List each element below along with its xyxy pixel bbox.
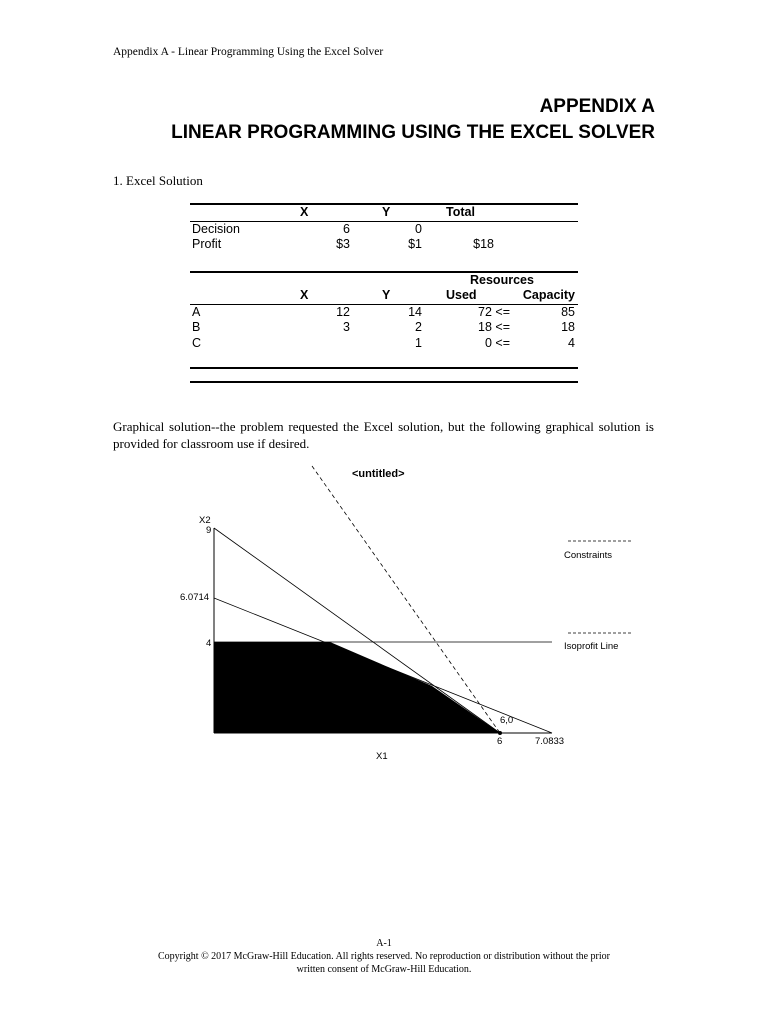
- x-tick-label: 7.0833: [535, 736, 565, 747]
- resources-header: Resources: [470, 272, 534, 287]
- header-capacity: Capacity: [522, 288, 575, 302]
- page-number: A-1: [376, 938, 392, 949]
- y-tick-label: 6.0714: [180, 592, 210, 603]
- constraint-y: 14: [408, 304, 422, 319]
- constraint-used: 72 <=: [478, 304, 510, 319]
- decision-x: 6: [343, 221, 350, 236]
- section-heading: 1. Excel Solution: [113, 173, 203, 188]
- graph-title: <untitled>: [352, 468, 405, 480]
- constraint-capacity: 4: [568, 335, 575, 350]
- decision-y: 0: [415, 221, 422, 236]
- header-x: X: [300, 205, 309, 219]
- header-y: Y: [382, 288, 391, 302]
- x-tick-label: 6: [497, 736, 503, 747]
- paragraph: Graphical solution--the problem requested the Excel solution, but the following graphical solution is provided for classroom use if desired.: [113, 419, 654, 451]
- constraint-used: 0 <=: [484, 335, 510, 350]
- constraint-x: 12: [336, 304, 350, 319]
- header-x: X: [300, 288, 309, 302]
- y-axis-label: X2: [199, 515, 211, 526]
- copyright-line-2: written consent of McGraw-Hill Education.: [296, 964, 472, 975]
- legend-isoprofit-label: Isoprofit Line: [564, 641, 619, 652]
- header-total: Total: [446, 205, 475, 219]
- constraint-used: 18 <=: [478, 320, 510, 334]
- constraint-capacity: 85: [561, 304, 575, 319]
- optimal-label: 6,0: [500, 715, 514, 726]
- y-tick-label: 4: [206, 638, 212, 649]
- profit-label: Profit: [192, 237, 222, 251]
- title-line-1: APPENDIX A: [539, 96, 655, 117]
- decision-label: Decision: [192, 221, 240, 236]
- profit-total: $18: [473, 237, 494, 251]
- y-tick-label: 9: [206, 525, 212, 536]
- page-footer: [0, 937, 768, 976]
- legend-constraints-label: Constraints: [564, 550, 613, 561]
- title-line-2: LINEAR PROGRAMMING USING THE EXCEL SOLVER: [171, 122, 655, 143]
- header-y: Y: [382, 205, 391, 219]
- constraint-capacity: 18: [561, 320, 575, 334]
- constraint-y: 1: [415, 335, 422, 350]
- constraint-y: 2: [415, 320, 422, 334]
- constraint-label: A: [192, 304, 201, 319]
- running-header: Appendix A - Linear Programming Using the Excel Solver: [113, 46, 384, 58]
- header-used: Used: [446, 288, 477, 302]
- profit-x: $3: [336, 237, 350, 251]
- constraint-label: B: [192, 320, 201, 334]
- x-axis-label: X1: [376, 751, 388, 762]
- copyright-line-1: Copyright © 2017 McGraw-Hill Education. All rights reserved. No reproduction or distribution without the prior: [158, 951, 610, 962]
- constraint-x: 3: [343, 320, 350, 334]
- optimal-point: [498, 731, 502, 735]
- feasible-region: [214, 642, 500, 733]
- profit-y: $1: [408, 237, 422, 251]
- constraint-label: C: [192, 335, 202, 350]
